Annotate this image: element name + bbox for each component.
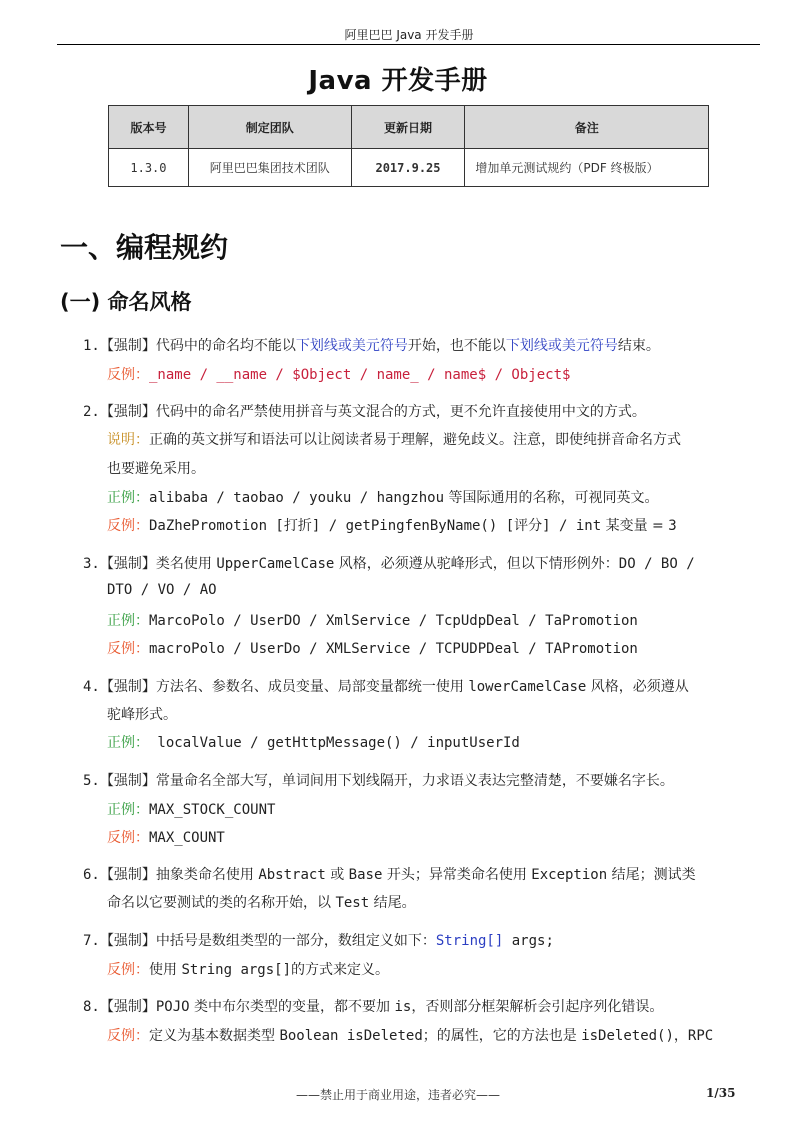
rule-5-good-example: 正例：MAX_STOCK_COUNT [107,802,276,818]
running-header: 阿里巴巴 Java 开发手册 [344,28,474,42]
page-number: 1/35 [706,1086,736,1100]
rule-8: 8.【强制】POJO 类中布尔类型的变量，都不要加 is，否则部分框架解析会引起序列化错误。 [83,999,664,1015]
date-cell: 2017.9.25 [351,149,465,187]
rule-4: 4.【强制】方法名、参数名、成员变量、局部变量都统一使用 lowerCamelCase 风格，必须遵从 [83,679,689,695]
rule-1: 1.【强制】代码中的命名均不能以下划线或美元符号开始，也不能以下划线或美元符号结束。 [83,338,660,354]
rule-3-cont: DTO / VO / AO [107,582,217,598]
document-title: Java 开发手册 [308,66,488,96]
rule-6: 6.【强制】抽象类命名使用 Abstract 或 Base 开头；异常类命名使用 Exception 结尾；测试类 [83,867,696,883]
version-info-table [108,105,709,187]
rule-1-bad-example: 反例：_name / __name / $Object / name_ / name$ / Object$ [107,367,571,383]
rule-4-cont: 驼峰形式。 [107,707,177,723]
footer-notice: ——禁止用于商业用途，违者必究—— [295,1088,500,1102]
rule-7: 7.【强制】中括号是数组类型的一部分，数组定义如下：String[] args; [83,933,554,949]
rule-3-good-example: 正例：MarcoPolo / UserDO / XmlService / TcpUdpDeal / TaPromotion [107,613,638,629]
rule-3-bad-example: 反例：macroPolo / UserDo / XMLService / TCPUDPDeal / TAPromotion [107,641,638,657]
rule-6-cont: 命名以它要测试的类的名称开始，以 Test 结尾。 [107,895,416,911]
table-header-cell: 制定团队 [188,106,351,149]
rule-3: 3.【强制】类名使用 UpperCamelCase 风格，必须遵从驼峰形式，但以下情形例外：DO / BO / [83,556,695,572]
chapter-heading: 一、编程规约 [60,231,229,264]
rule-2-bad-example: 反例：DaZhePromotion [打折] / getPingfenByName() [评分] / int 某变量 = 3 [107,518,677,534]
rule-2-good-example: 正例：alibaba / taobao / youku / hangzhou 等国际通用的名称，可视同英文。 [107,490,659,506]
rule-5-bad-example: 反例：MAX_COUNT [107,830,225,846]
rule-4-good-example: 正例： localValue / getHttpMessage() / inputUserId [107,735,520,751]
table-header-row [109,106,709,149]
table-header-cell: 版本号 [109,106,189,149]
table-header-cell: 备注 [465,106,709,149]
section-heading: (一) 命名风格 [60,290,192,314]
rule-5: 5.【强制】常量命名全部大写，单词间用下划线隔开，力求语义表达完整清楚，不要嫌名字长。 [83,773,674,789]
table-header-cell: 更新日期 [351,106,465,149]
version-cell: 1.3.0 [109,149,189,187]
team-cell: 阿里巴巴集团技术团队 [188,149,351,187]
remark-cell: 增加单元测试规约（PDF 终极版） [465,149,709,187]
rule-8-bad-example: 反例：定义为基本数据类型 Boolean isDeleted；的属性，它的方法也是 isDeleted()，RPC [107,1028,714,1044]
rule-2-note-cont: 也要避免采用。 [107,461,205,477]
rule-2: 2.【强制】代码中的命名严禁使用拼音与英文混合的方式，更不允许直接使用中文的方式。 [83,404,646,420]
rule-2-note: 说明：正确的英文拼写和语法可以让阅读者易于理解，避免歧义。注意，即使纯拼音命名方式 [107,432,681,448]
header-rule [57,44,760,45]
rule-7-bad-example: 反例：使用 String args[]的方式来定义。 [107,962,390,978]
table-row [109,149,709,187]
